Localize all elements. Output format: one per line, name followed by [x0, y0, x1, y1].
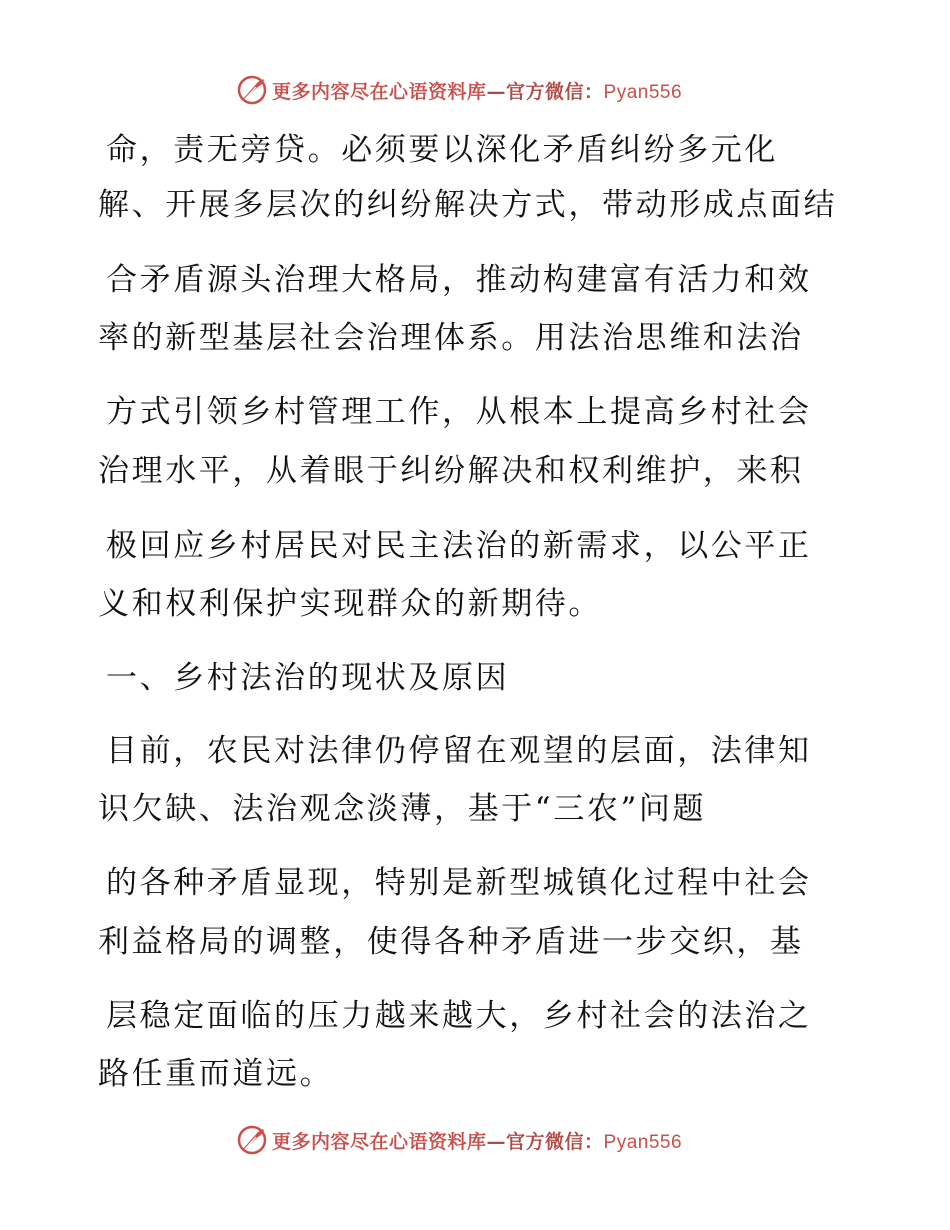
body-line-13: 利益格局的调整，使得各种矛盾进一步交织，基 — [98, 924, 804, 960]
body-line-4: 率的新型基层社会治理体系。用法治思维和法治 — [98, 320, 804, 356]
body-line-3: 合矛盾源头治理大格局，推动构建富有活力和效 — [106, 262, 812, 298]
body-line-7: 极回应乡村居民对民主法治的新需求，以公平正 — [106, 528, 812, 564]
watermark-banner-top — [236, 73, 682, 107]
body-line-12: 的各种矛盾显现，特别是新型城镇化过程中社会 — [106, 865, 812, 901]
body-line-1: 命，责无旁贷。必须要以深化矛盾纠纷多元化 — [106, 132, 778, 168]
body-line-6: 治理水平，从着眼于纠纷解决和权利维护，来积 — [98, 453, 804, 489]
body-line-2: 解、开展多层次的纠纷解决方式，带动形成点面结 — [98, 187, 838, 223]
watermark-text: 更多内容尽在心语资料库—官方微信：Pyan556 — [272, 80, 683, 103]
section-heading: 一、乡村法治的现状及原因 — [106, 660, 510, 696]
quill-logo-icon — [236, 1124, 268, 1156]
body-line-10: 目前，农民对法律仍停留在观望的层面，法律知 — [106, 733, 812, 769]
body-line-11: 识欠缺、法治观念淡薄，基于“三农”问题 — [98, 791, 707, 827]
body-line-8: 义和权利保护实现群众的新期待。 — [98, 586, 602, 622]
quill-logo-icon — [236, 74, 268, 106]
watermark-text: 更多内容尽在心语资料库—官方微信：Pyan556 — [272, 1130, 683, 1153]
body-line-14: 层稳定面临的压力越来越大，乡村社会的法治之 — [106, 998, 812, 1034]
watermark-banner-bottom — [236, 1123, 682, 1157]
body-line-5: 方式引领乡村管理工作，从根本上提高乡村社会 — [106, 394, 812, 430]
body-line-15: 路任重而道远。 — [98, 1056, 334, 1092]
